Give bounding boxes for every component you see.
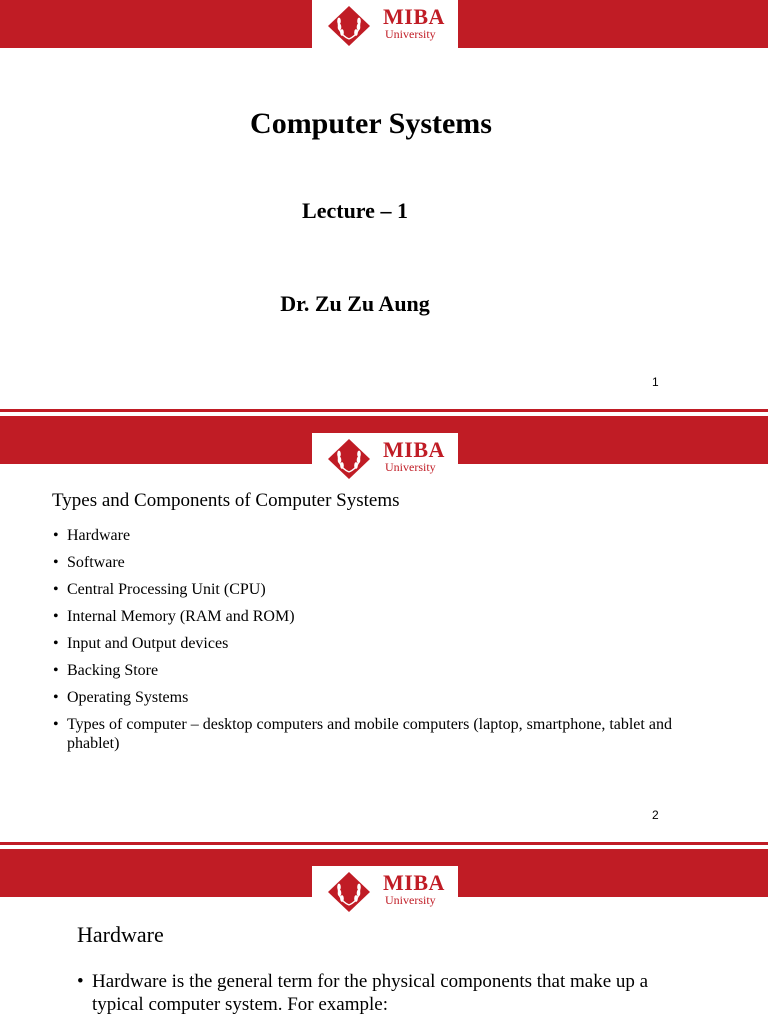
- logo-title: MIBA: [383, 437, 445, 462]
- slide-2: [0, 416, 768, 839]
- list-item: • Types of computer – desktop computers and mobile computers (laptop, smartphone, tablet and phablet): [53, 715, 713, 753]
- list-item: • Input and Output devices: [53, 634, 713, 653]
- laurel-diamond-icon: [324, 871, 374, 913]
- page-number: 2: [652, 808, 659, 822]
- logo-subtitle: University: [385, 460, 436, 474]
- list-item: • Hardware: [53, 526, 713, 545]
- university-logo: [312, 0, 458, 50]
- university-logo: [312, 433, 458, 483]
- slide-title: Computer Systems: [250, 107, 492, 140]
- list-item: • Operating Systems: [53, 688, 713, 707]
- slide-3: [0, 849, 768, 1024]
- list-item: • Hardware is the general term for the physical components that make up a typical computer system. For example:: [77, 970, 697, 1016]
- logo-title: MIBA: [383, 870, 445, 895]
- page-number: 1: [652, 375, 659, 389]
- lecture-label: Lecture – 1: [302, 198, 408, 223]
- list-item: • Backing Store: [53, 661, 713, 680]
- slide-heading: Types and Components of Computer Systems: [52, 490, 400, 511]
- list-item: • Central Processing Unit (CPU): [53, 580, 713, 599]
- bullet-list: [77, 970, 697, 1016]
- logo-subtitle: University: [385, 27, 436, 41]
- logo-title: MIBA: [383, 4, 445, 29]
- laurel-diamond-icon: [324, 5, 374, 47]
- author-name: Dr. Zu Zu Aung: [280, 291, 430, 316]
- slide-heading: Hardware: [77, 922, 164, 947]
- laurel-diamond-icon: [324, 438, 374, 480]
- bullet-list: [53, 526, 713, 753]
- logo-subtitle: University: [385, 893, 436, 907]
- list-item: • Software: [53, 553, 713, 572]
- slide-separator: [0, 842, 768, 845]
- university-logo: [312, 866, 458, 916]
- list-item: • Internal Memory (RAM and ROM): [53, 607, 713, 626]
- slide-1: [0, 0, 768, 407]
- slide-separator: [0, 409, 768, 412]
